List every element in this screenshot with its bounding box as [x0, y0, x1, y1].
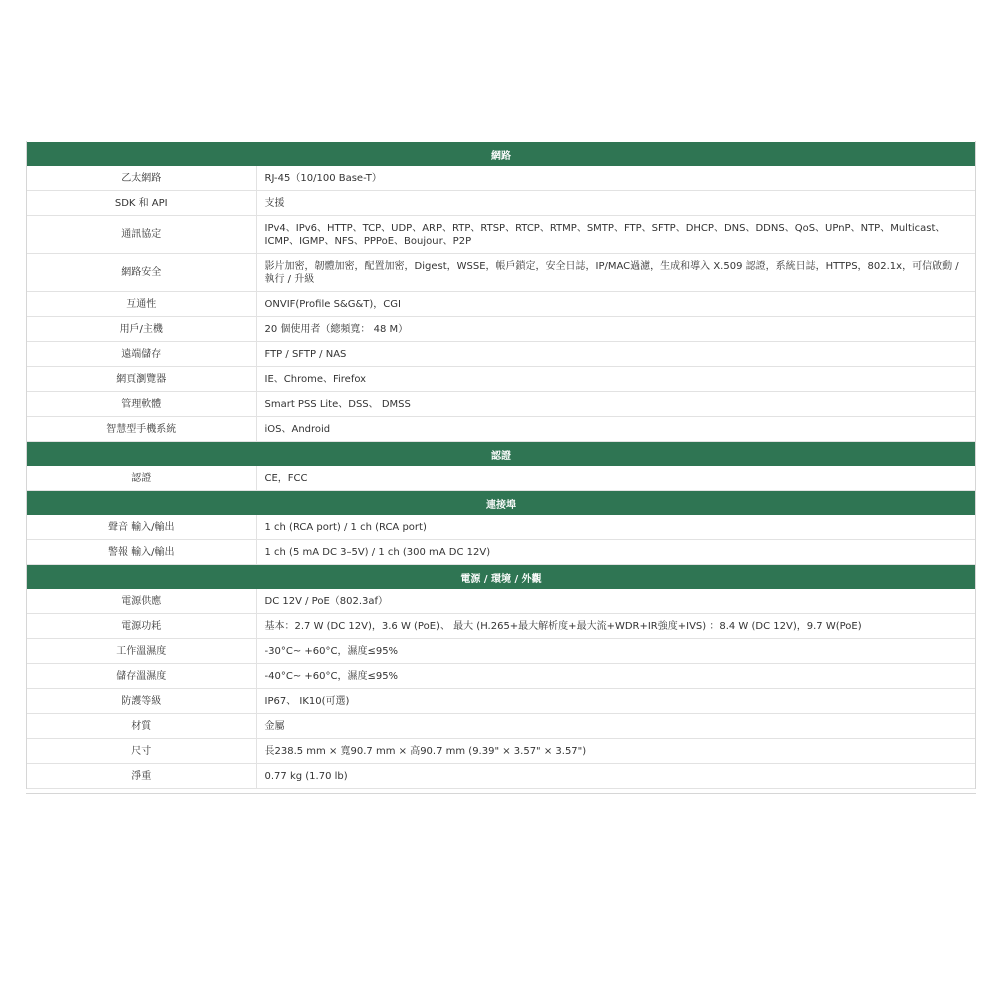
spec-label: 電源供應	[27, 589, 256, 614]
spec-table-container	[26, 141, 976, 789]
spec-row-smartphone	[27, 417, 975, 442]
spec-label: 乙太網路	[27, 166, 256, 191]
spec-label: 認證	[27, 466, 256, 491]
spec-label: 淨重	[27, 764, 256, 789]
spec-value: 1 ch (5 mA DC 3–5V) / 1 ch (300 mA DC 12V)	[256, 540, 975, 565]
spec-row-power-supply	[27, 589, 975, 614]
spec-label: 尺寸	[27, 739, 256, 764]
spec-value: IP67、 IK10(可選)	[256, 689, 975, 714]
spec-row-browser	[27, 367, 975, 392]
spec-value: 20 個使用者（總頻寬： 48 M）	[256, 317, 975, 342]
spec-row-alarm-io	[27, 540, 975, 565]
spec-value: CE，FCC	[256, 466, 975, 491]
spec-label: 警報 輸入/輸出	[27, 540, 256, 565]
spec-value: 支援	[256, 191, 975, 216]
spec-row-certification	[27, 466, 975, 491]
spec-label: 遠端儲存	[27, 342, 256, 367]
spec-value: -40°C~ +60°C，濕度≤95%	[256, 664, 975, 689]
spec-value: 0.77 kg (1.70 lb)	[256, 764, 975, 789]
spec-row-interoperability	[27, 292, 975, 317]
spec-row-power-consumption	[27, 614, 975, 639]
section-header-network	[27, 142, 975, 167]
spec-row-management-software	[27, 392, 975, 417]
spec-label: 智慧型手機系統	[27, 417, 256, 442]
spec-value: 影片加密，韌體加密，配置加密，Digest，WSSE，帳戶鎖定，安全日誌，IP/MAC過濾，生成和導入 X.509 認證，系統日誌，HTTPS，802.1x，可信啟動 / 執行 / 升級	[256, 254, 975, 292]
spec-row-storage-conditions	[27, 664, 975, 689]
section-header-ports	[27, 491, 975, 516]
spec-row-dimensions	[27, 739, 975, 764]
spec-value: -30°C~ +60°C，濕度≤95%	[256, 639, 975, 664]
spec-label: 用戶/主機	[27, 317, 256, 342]
spec-value: IPv4、IPv6、HTTP、TCP、UDP、ARP、RTP、RTSP、RTCP、RTMP、SMTP、FTP、SFTP、DHCP、DNS、DDNS、QoS、UPnP、NTP、Multicast、ICMP、IGMP、NFS、PPPoE、Boujour、P2P	[256, 216, 975, 254]
spec-row-material	[27, 714, 975, 739]
spec-value: IE、Chrome、Firefox	[256, 367, 975, 392]
spec-value: 金屬	[256, 714, 975, 739]
spec-row-operating-conditions	[27, 639, 975, 664]
spec-label: 網路安全	[27, 254, 256, 292]
spec-label: 互通性	[27, 292, 256, 317]
spec-row-network-security	[27, 254, 975, 292]
spec-label: 網頁瀏覽器	[27, 367, 256, 392]
spec-row-audio-io	[27, 515, 975, 540]
spec-label: 通訊協定	[27, 216, 256, 254]
spec-row-net-weight	[27, 764, 975, 789]
spec-value: 基本：2.7 W (DC 12V)，3.6 W (PoE)、 最大 (H.265+最大解析度+最大流+WDR+IR強度+IVS) ：8.4 W (DC 12V)，9.7 W(PoE)	[256, 614, 975, 639]
spec-value: RJ-45（10/100 Base-T）	[256, 166, 975, 191]
section-title: 電源 / 環境 / 外觀	[27, 565, 975, 590]
section-title: 網路	[27, 142, 975, 167]
spec-row-protocols	[27, 216, 975, 254]
spec-value: 長238.5 mm × 寬90.7 mm × 高90.7 mm (9.39" × 3.57" × 3.57")	[256, 739, 975, 764]
spec-row-ethernet	[27, 166, 975, 191]
spec-value: DC 12V / PoE（802.3af）	[256, 589, 975, 614]
spec-label: 電源功耗	[27, 614, 256, 639]
section-header-power-environment	[27, 565, 975, 590]
table-bottom-edge	[26, 793, 976, 794]
spec-value: 1 ch (RCA port) / 1 ch (RCA port)	[256, 515, 975, 540]
section-title: 連接埠	[27, 491, 975, 516]
spec-label: 儲存溫濕度	[27, 664, 256, 689]
section-title: 認證	[27, 442, 975, 467]
spec-row-remote-storage	[27, 342, 975, 367]
spec-row-users	[27, 317, 975, 342]
spec-value: iOS、Android	[256, 417, 975, 442]
spec-table	[27, 141, 975, 789]
spec-label: 工作溫濕度	[27, 639, 256, 664]
spec-row-sdk-api	[27, 191, 975, 216]
spec-row-protection-rating	[27, 689, 975, 714]
spec-label: SDK 和 API	[27, 191, 256, 216]
spec-value: FTP / SFTP / NAS	[256, 342, 975, 367]
spec-label: 材質	[27, 714, 256, 739]
spec-value: ONVIF(Profile S&G&T)，CGI	[256, 292, 975, 317]
spec-value: Smart PSS Lite、DSS、 DMSS	[256, 392, 975, 417]
spec-label: 管理軟體	[27, 392, 256, 417]
section-header-certification	[27, 442, 975, 467]
spec-label: 聲音 輸入/輸出	[27, 515, 256, 540]
spec-label: 防護等級	[27, 689, 256, 714]
